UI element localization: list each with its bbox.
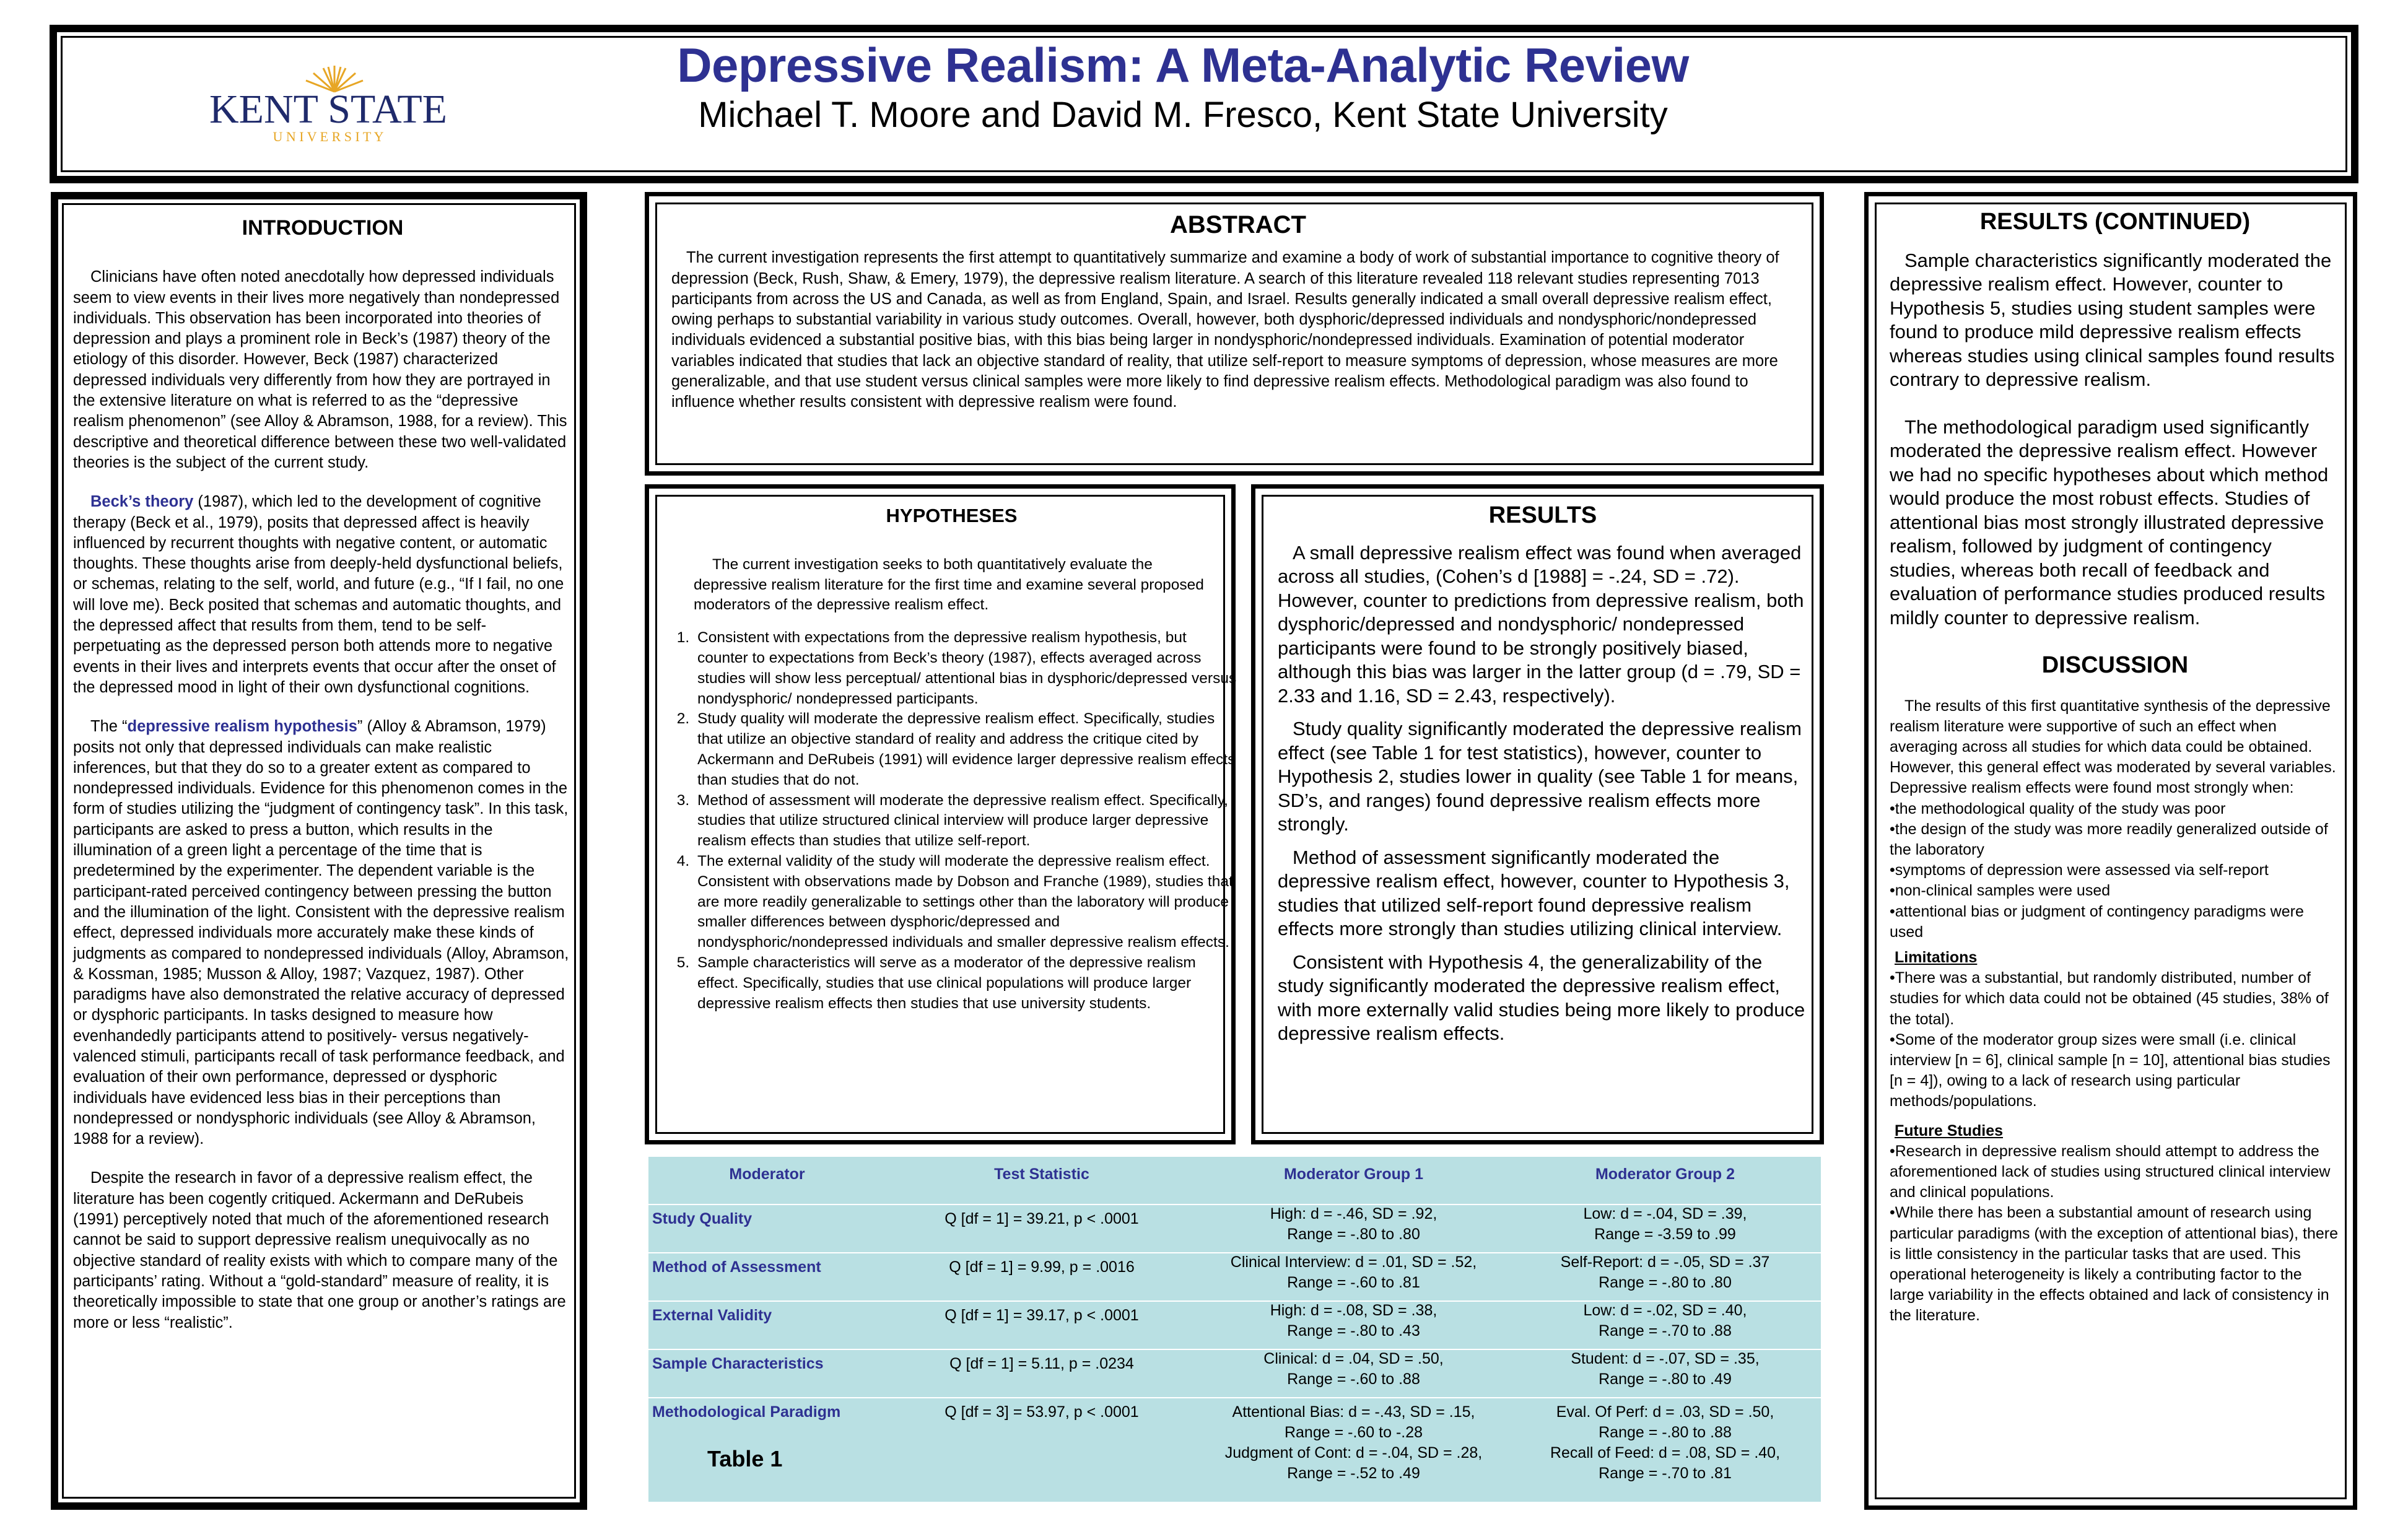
table-1 <box>648 1157 1821 1502</box>
table-row <box>648 1204 1821 1253</box>
discussion-title: DISCUSSION <box>2041 652 2189 678</box>
discussion-bullet: •the methodological quality of the study was poor <box>1890 799 2226 817</box>
table-cell-group1: Attentional Bias: d = -.43, SD = .15, Range = -.60 to -.28 Judgment of Cont: d = -.04, SD = .28, Range = -.52 to .49 <box>1224 1403 1483 1482</box>
results-paragraph-3: Method of assessment significantly moderated the depressive realism effect, however, counter to Hypothesis 3, studies that utilized self-report found depressive realism effects more strongly than studies utilizing clinical interview. <box>1278 846 1790 939</box>
table-cell-moderator: Methodological Paradigm <box>652 1403 841 1421</box>
abstract-text: The current investigation represents the first attempt to quantitatively summarize and examine a body of work of substantial importance to cognitive theory of depression (Beck, Rush, Shaw, & Emery, 1979), the depressive realism literature. A search of this literature revealed 118 relevant studies representing 7013 participants from across the US and Canada, as well as from England, Spain, and Israel. Results generally indicated a small overall depressive realism effect, owing perhaps to substantial variability in various study outcomes. Overall, however, both dysphoric/depressed individuals and nondysphoric/nondepressed individuals evidenced a substantial positive bias, with this bias being larger in nondysphoric/nondepressed individuals. Examination of potential moderator variables indicated that studies that lack an objective standard of reality, that utilize self-report to measure symptoms of depression, whose measures are more generalizable, and that use student versus clinical samples were more likely to find depressive realism effects. Methodological paradigm was also found to influence whether results consistent with depressive realism were found. <box>671 249 1779 411</box>
limitation-item: •There was a substantial, but randomly distributed, number of studies for which data could not be obtained (45 studies, 38% of the total). <box>1890 969 2329 1028</box>
future-studies-heading: Future Studies <box>1895 1122 2004 1139</box>
depressive-realism-hypothesis-term: depressive realism hypothesis <box>127 718 357 736</box>
table-header-row <box>648 1157 1821 1205</box>
discussion-bullet: •the design of the study was more readily generalized outside of the laboratory <box>1890 820 2328 858</box>
future-study-item: •While there has been a substantial amount of research using particular paradigms (with the exception of attentional bias), there is little consistency in the particular tasks that are used. This operational heterogeneity is likely a contributing factor to the large variability in the effects obtained and lack of consistency in the literature. <box>1890 1204 2338 1325</box>
intro-paragraph-2: Beck’s theory (1987), which led to the development of cognitive therapy (Beck et al., 1979), posits that depressed affect is heavily influenced by recurrent thoughts with negative content, or automatic thoughts. These thoughts arise from deeply-held dysfunctional beliefs, or schemas, relating to the self, world, and future (e.g., “If I fail, no one will love me). Beck posited that schemas and automatic thoughts, and the depressed affect that results from them, tend to be self-perpetuating as the depressed person both attends more to negative events in their lives and interprets events that occur after the onset of the depressed mood in light of their own dysfunctional cognitions. <box>73 493 564 696</box>
results-panel <box>1251 484 1824 1144</box>
table-cell-moderator: Sample Characteristics <box>652 1355 824 1372</box>
table-cell-stat: Q [df = 1] = 39.21, p < .0001 <box>944 1210 1139 1227</box>
limitation-item: •Some of the moderator group sizes were small (i.e. clinical interview [n = 6], clinical sample [n = 10], attentional bias studies [n = 4]), owing to a lack of research using particular methods/populations. <box>1890 1030 2331 1110</box>
table-header-cell: Moderator Group 1 <box>1283 1165 1423 1183</box>
abstract-title: ABSTRACT <box>1170 211 1306 238</box>
discussion-bullet: •symptoms of depression were assessed via self-report <box>1890 861 2269 879</box>
table-header-cell: Test Statistic <box>994 1165 1089 1183</box>
results-paragraph-1: A small depressive realism effect was found when averaged across all studies, (Cohen’s d [1988] = -.24, SD = .72). However, counter to predictions from depressive realism, both dysphoric/depressed and nondysphoric/ nondepressed participants were found to be strongly positively biased, although this bias was larger in the latter group (d = .79, SD = 2.33 and 1.16, SD = 2.43, respectively). <box>1278 541 1804 707</box>
table-cell-group2: Low: d = -.02, SD = .40, Range = -.70 to .88 <box>1583 1302 1747 1340</box>
table-cell-stat: Q [df = 3] = 53.97, p < .0001 <box>944 1403 1139 1421</box>
hypotheses-panel <box>645 484 1236 1144</box>
logo-sun-icon <box>186 62 471 155</box>
hypothesis-item: 2. Study quality will moderate the depressive realism effect. Specifically, studies that utilize an objective standard of reality and address the critique cited by Ackermann and DeRubeis (1991) will evidence larger depressive realism effects than studies that do not. <box>694 709 1238 790</box>
poster-authors: Michael T. Moore and David M. Fresco, Kent State University <box>698 95 1668 135</box>
table-cell-group2: Self-Report: d = -.05, SD = .37 Range = -.80 to .80 <box>1560 1253 1770 1291</box>
table-header-cell: Moderator <box>729 1165 805 1183</box>
table-label: Table 1 <box>707 1446 783 1471</box>
logo-subtext: U N I V E R S I T Y <box>273 129 384 144</box>
table-cell-stat: Q [df = 1] = 5.11, p = .0234 <box>949 1355 1134 1372</box>
results-paragraph-2: Study quality significantly moderated the depressive realism effect (see Table 1 for test statistics), however, counter to Hypothesis 2, studies lower in quality (see Table 1 for means, SD’s, and ranges) found depressive realism effects more strongly. <box>1278 718 1802 835</box>
table-cell-stat: Q [df = 1] = 39.17, p < .0001 <box>944 1307 1139 1324</box>
discussion-body <box>1890 696 2340 1326</box>
limitations-heading: Limitations <box>1895 948 1978 966</box>
poster-title: Depressive Realism: A Meta-Analytic Review <box>677 38 1689 92</box>
hypotheses-list <box>665 628 1238 1014</box>
table-row <box>648 1397 1821 1490</box>
table-cell-group2: Low: d = -.04, SD = .39, Range = -3.59 to .99 <box>1583 1205 1747 1243</box>
discussion-bullet: •attentional bias or judgment of contingency paradigms were used <box>1890 902 2304 941</box>
hypotheses-intro: The current investigation seeks to both quantitatively evaluate the depressive realism literature for the first time and examine several proposed moderators of the depressive realism effect. <box>694 555 1204 614</box>
table-cell-group1: Clinical: d = .04, SD = .50, Range = -.60 to .88 <box>1263 1350 1444 1388</box>
table-cell-group2: Student: d = -.07, SD = .35, Range = -.80 to .49 <box>1571 1350 1760 1388</box>
results-paragraph-4: Consistent with Hypothesis 4, the generalizability of the study significantly moderated the depressive realism effect, with more externally valid studies being more likely to produce depressive realism effects. <box>1278 951 1805 1044</box>
introduction-panel <box>51 192 587 1510</box>
hypothesis-item: 3. Method of assessment will moderate the depressive realism effect. Specifically, studies that utilize structured clinical interview will produce larger depressive realism effects than studies that utilize self-report. <box>694 791 1238 852</box>
table-cell-group1: Clinical Interview: d = .01, SD = .52, Range = -.60 to .81 <box>1230 1253 1477 1291</box>
kent-state-logo <box>186 62 471 155</box>
results-title: RESULTS <box>1488 502 1597 528</box>
table-cell-group2: Eval. Of Perf: d = .03, SD = .50, Range = -.80 to .88 Recall of Feed: d = .08, SD = .40, Range = -.70 to .81 <box>1550 1403 1781 1482</box>
results-continued-paragraph-1: Sample characteristics significantly moderated the depressive realism effect. However, counter to Hypothesis 5, studies using student samples were found to produce mild depressive realism effects whereas studies using clinical samples found results contrary to depressive realism. <box>1890 249 2335 390</box>
table-row <box>648 1252 1821 1302</box>
results-continued-panel <box>1864 192 2357 1510</box>
hypotheses-title: HYPOTHESES <box>886 505 1018 526</box>
abstract-panel <box>645 192 1824 476</box>
table-row <box>648 1349 1821 1398</box>
table-cell-moderator: Study Quality <box>652 1210 752 1227</box>
becks-theory-term: Beck’s theory <box>90 493 194 511</box>
hypothesis-item: 1. Consistent with expectations from the depressive realism hypothesis, but counter to expectations from Beck’s theory (1987), effects averaged across studies will show less perceptual/ attentional bias in dysphoric/depressed versus nondysphoric/ nondepressed participants. <box>694 628 1238 709</box>
table-row <box>648 1300 1821 1350</box>
discussion-bullet: •non-clinical samples were used <box>1890 882 2111 900</box>
future-study-item: •Research in depressive realism should attempt to address the aforementioned lack of studies using structured clinical interview and clinical populations. <box>1890 1142 2331 1201</box>
table-header-cell: Moderator Group 2 <box>1595 1165 1735 1183</box>
intro-paragraph-3: The “depressive realism hypothesis” (Alloy & Abramson, 1979) posits not only that depressed individuals can make realistic inferences, but that they do so to a greater extent as compared to nondepressed individuals. Evidence for this phenomenon comes in the form of studies utilizing the “judgment of contingency task”. In this task, participants are asked to press a button, which results in the illumination of a green light a percentage of the time that is predetermined by the experimenter. The dependent variable is the participant-rated perceived contingency between pressing the button and the illumination of the light. Consistent with the depressive realism effect, depressed individuals more accurately make these kinds of judgments as compared to nondepressed individuals (Alloy, Abramson, & Kossman, 1985; Musson & Alloy, 1987; Vazquez, 1987). Other paradigms have also demonstrated the relative accuracy of depressed or dysphoric participants. In tasks designed to measure how evenhandedly participants attend to positively- versus negatively-valenced stimuli, participants recall of task performance feedback, and evaluation of their own performance, depressed or dysphoric individuals have evidenced less bias in their perceptions than nondepressed or nondysphoric individuals (see Alloy & Abramson, 1988 for a review). <box>73 718 569 1148</box>
table-cell-moderator: External Validity <box>652 1307 772 1324</box>
table-cell-group1: High: d = -.46, SD = .92, Range = -.80 to .80 <box>1270 1205 1437 1243</box>
discussion-intro: The results of this first quantitative synthesis of the depressive realism literature were supportive of such an effect when averaging across all studies for which data could be obtained. However, this general effect was moderated by several variables. Depressive realism effects were found most strongly when: <box>1890 697 2336 797</box>
results-continued-paragraph-2: The methodological paradigm used significantly moderated the depressive realism effect. However we had no specific hypotheses about which method would produce the most robust effects. Studies of attentional bias most strongly illustrated depressive realism, followed by judgment of contingency studies, whereas both recall of feedback and evaluation of performance studies produced results mildly counter to depressive realism. <box>1890 416 2329 629</box>
logo-text: KENT STATE <box>209 87 447 132</box>
hypothesis-item: 5. Sample characteristics will serve as a moderator of the depressive realism effect. Specifically, studies that use clinical populations will produce larger depressive realism effects then studies that use university students. <box>694 953 1238 1014</box>
table-cell-group1: High: d = -.08, SD = .38, Range = -.80 to .43 <box>1270 1302 1437 1340</box>
intro-paragraph-1: Clinicians have often noted anecdotally how depressed individuals seem to view events in their lives more negatively than nondepressed individuals. This observation has been incorporated into theories of depression and plays a prominent role in Beck’s (1987) theory of the etiology of this disorder. However, Beck (1987) characterized depressed individuals very differently from how they are portrayed in the extensive literature on what is referred to as the “depressive realism phenomenon” (see Alloy & Abramson, 1988, for a review). This descriptive and theoretical difference between these two well-validated theories is the subject of the current study. <box>73 268 567 471</box>
table-cell-moderator: Method of Assessment <box>652 1258 821 1276</box>
introduction-title: INTRODUCTION <box>242 216 404 240</box>
table-cell-stat: Q [df = 1] = 9.99, p = .0016 <box>949 1258 1135 1276</box>
results-continued-title: RESULTS (CONTINUED) <box>1979 209 2251 235</box>
hypothesis-item: 4. The external validity of the study will moderate the depressive realism effect. Consistent with observations made by Dobson and Franche (1989), studies that are more readily generalizable to settings other than the laboratory will produce smaller differences between dysphoric/depressed and nondysphoric/nondepressed individuals and smaller depressive realism effects. <box>694 852 1238 953</box>
intro-paragraph-4: Despite the research in favor of a depressive realism effect, the literature has been cogently critiqued. Ackermann and DeRubeis (1991) perceptively noted that much of the aforementioned research cannot be said to support depressive realism unequivocally as no objective standard of reality exists with which to compare many of the participants’ rating. Without a “gold-standard” measure of reality, it is theoretically impossible to state that one group or another’s ratings are more or less “realistic”. <box>73 1169 566 1331</box>
